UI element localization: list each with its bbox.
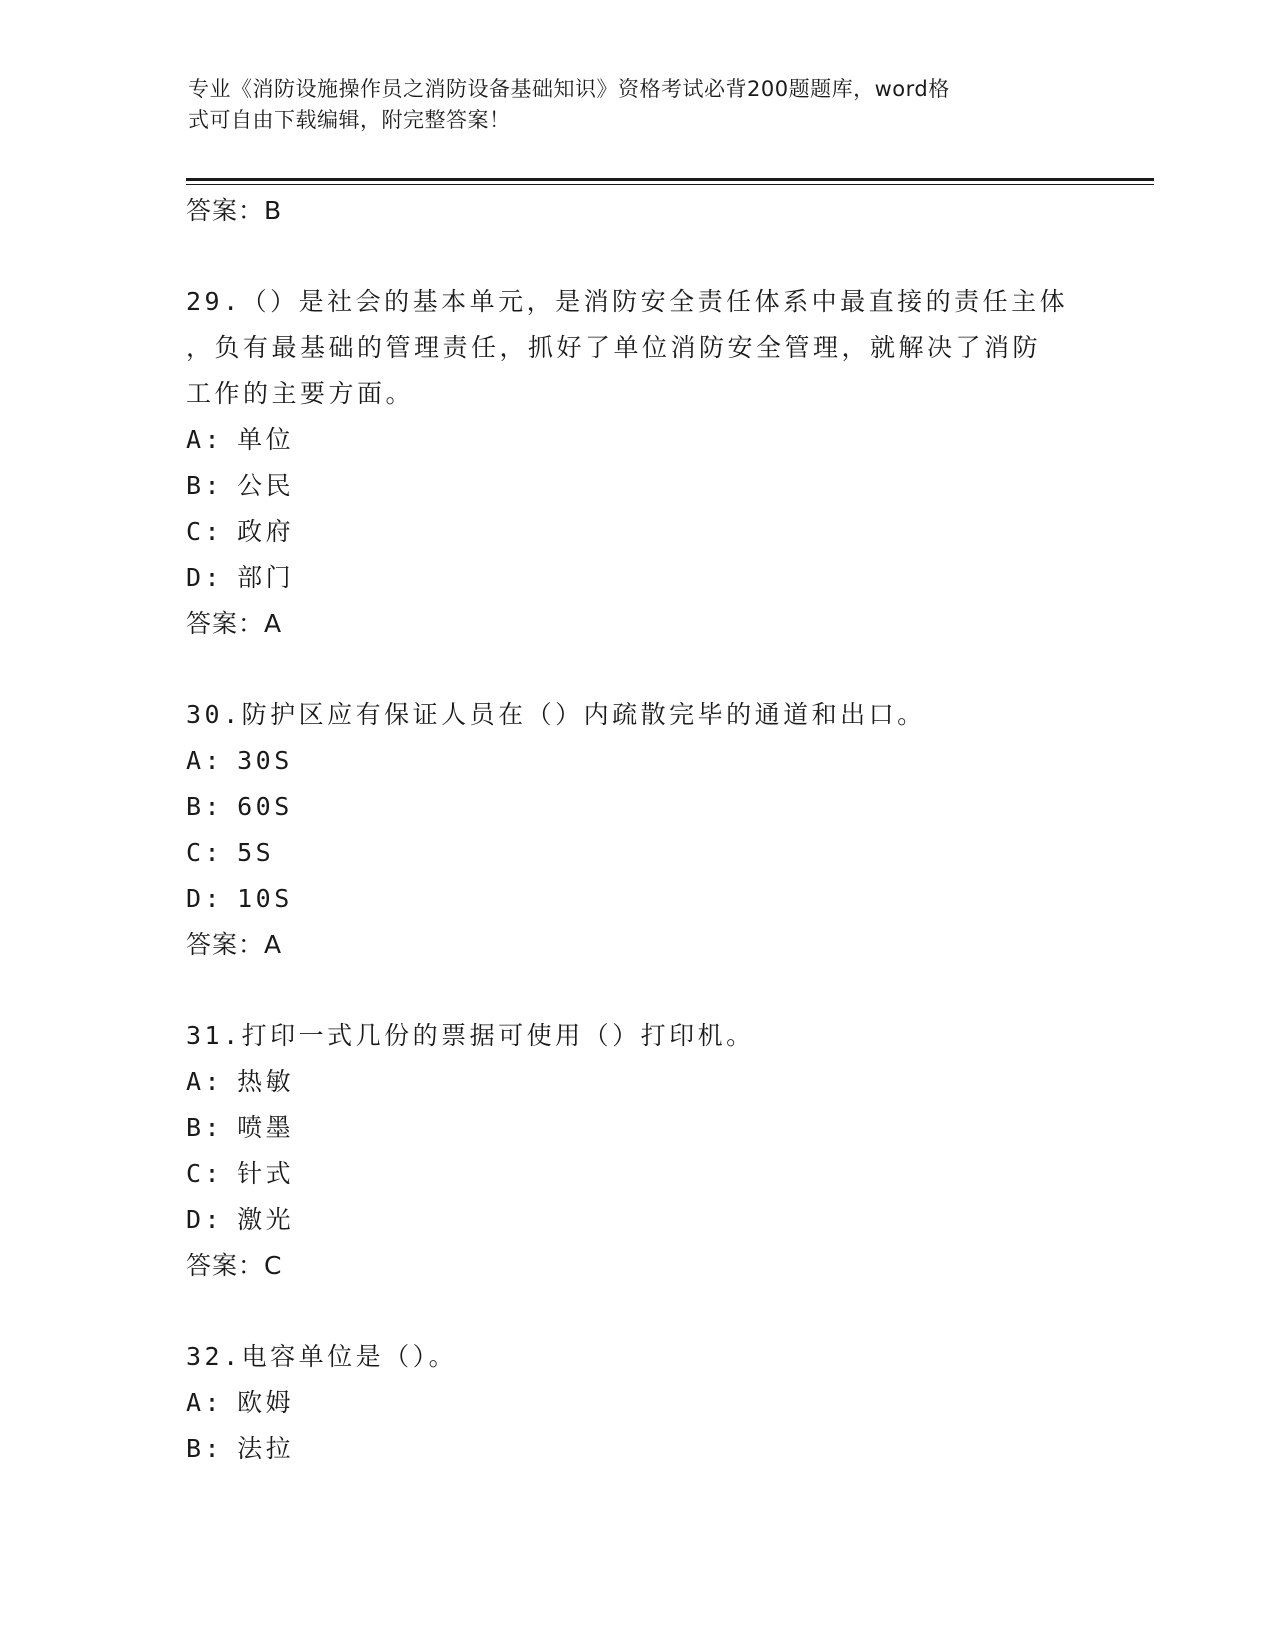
option-key: C: <box>186 838 224 867</box>
answer: 答案：A <box>186 930 283 959</box>
option-text: 60S <box>237 792 293 821</box>
option-key: A: <box>186 425 224 454</box>
option-key: C: <box>186 1159 224 1188</box>
header-line-2: 式可自由下载编辑，附完整答案！ <box>188 108 511 132</box>
question-spacer <box>186 1289 1086 1334</box>
question-30 <box>186 692 1086 968</box>
option-key: A: <box>186 1388 224 1417</box>
option-text: 激光 <box>237 1205 295 1234</box>
option-c <box>186 509 1086 555</box>
option-text: 热敏 <box>237 1067 295 1096</box>
option-d <box>186 876 1086 922</box>
stem-line: ，负有最基础的管理责任，抓好了单位消防安全管理，就解决了消防 <box>186 333 1042 362</box>
option-d <box>186 555 1086 601</box>
question-32 <box>186 1334 1086 1472</box>
stem-line: 29.（）是社会的基本单元，是消防安全责任体系中最直接的责任主体 <box>186 287 1069 316</box>
option-a <box>186 1380 1086 1426</box>
option-key: C: <box>186 517 224 546</box>
stem-line: 30.防护区应有保证人员在（）内疏散完毕的通道和出口。 <box>186 700 926 729</box>
question-stem <box>186 279 1086 417</box>
option-b <box>186 784 1086 830</box>
option-key: D: <box>186 563 224 592</box>
option-c <box>186 1151 1086 1197</box>
header-rule-thin <box>186 184 1154 185</box>
question-29 <box>186 279 1086 647</box>
stem-line: 32.电容单位是（）。 <box>186 1342 458 1371</box>
option-key: D: <box>186 1205 224 1234</box>
header-rule-thick <box>186 178 1154 181</box>
option-b <box>186 1105 1086 1151</box>
stem-line: 工作的主要方面。 <box>186 379 415 408</box>
option-text: 喷墨 <box>237 1113 295 1142</box>
document-header <box>188 74 1068 136</box>
option-a <box>186 417 1086 463</box>
question-stem <box>186 1334 1086 1380</box>
option-d <box>186 1197 1086 1243</box>
option-text: 5S <box>237 838 275 867</box>
option-c <box>186 830 1086 876</box>
option-key: B: <box>186 1113 224 1142</box>
option-text: 10S <box>237 884 293 913</box>
option-text: 法拉 <box>237 1434 295 1463</box>
option-text: 部门 <box>237 563 295 592</box>
option-key: A: <box>186 746 224 775</box>
option-text: 政府 <box>237 517 295 546</box>
question-stem <box>186 1013 1086 1059</box>
option-text: 欧姆 <box>237 1388 295 1417</box>
option-text: 针式 <box>237 1159 295 1188</box>
option-key: B: <box>186 471 224 500</box>
question-stem <box>186 692 1086 738</box>
question-spacer <box>186 647 1086 692</box>
question-31 <box>186 1013 1086 1289</box>
answer: 答案：A <box>186 609 283 638</box>
option-key: B: <box>186 1434 224 1463</box>
option-text: 单位 <box>237 425 295 454</box>
option-key: B: <box>186 792 224 821</box>
option-text: 公民 <box>237 471 295 500</box>
option-text: 30S <box>237 746 293 775</box>
question-spacer <box>186 968 1086 1013</box>
answer: 答案：C <box>186 1251 283 1280</box>
option-a <box>186 1059 1086 1105</box>
header-line-1: 专业《消防设施操作员之消防设备基础知识》资格考试必背200题题库，word格 <box>188 77 950 101</box>
option-b <box>186 1426 1086 1472</box>
option-key: A: <box>186 1067 224 1096</box>
option-b <box>186 463 1086 509</box>
stem-line: 31.打印一式几份的票据可使用（）打印机。 <box>186 1021 755 1050</box>
previous-answer: 答案：B <box>186 196 283 225</box>
option-key: D: <box>186 884 224 913</box>
question-spacer <box>186 234 1086 279</box>
option-a <box>186 738 1086 784</box>
question-list <box>186 188 1086 1472</box>
